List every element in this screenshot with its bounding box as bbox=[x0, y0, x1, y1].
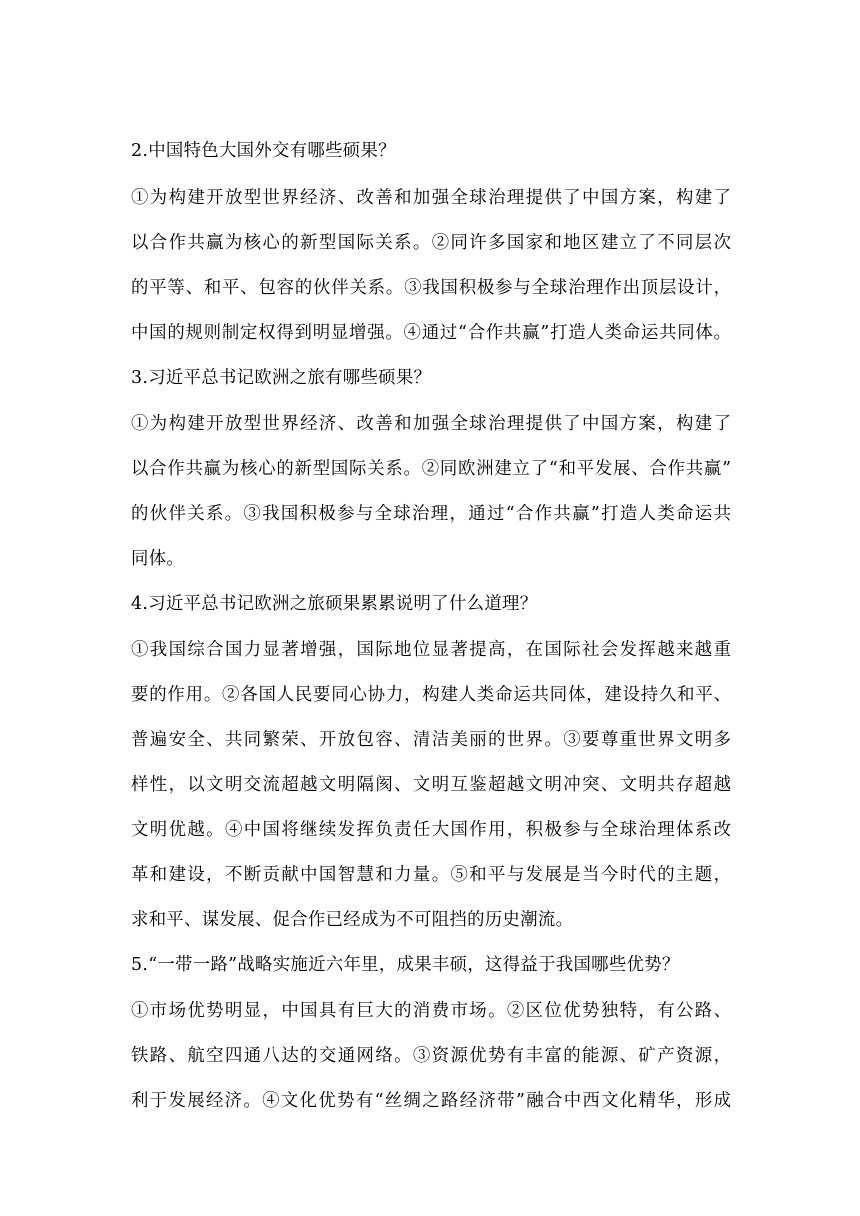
answer-3-line-1: ①为构建开放型世界经济、改善和加强全球治理提供了中国方案，构建了 bbox=[131, 414, 731, 434]
answer-2-line-4: 中国的规则制定权得到明显增强。④通过“合作共赢”打造人类命运共同体。 bbox=[131, 323, 731, 343]
answer-3-line-4: 同体。 bbox=[131, 549, 185, 569]
answer-4-line-7: 求和平、谋发展、促合作已经成为不可阻挡的历史潮流。 bbox=[131, 910, 574, 930]
answer-3-line-2: 以合作共赢为核心的新型国际关系。②同欧洲建立了“和平发展、合作共赢” bbox=[131, 459, 731, 479]
question-4-heading: 4.习近平总书记欧洲之旅硕果累累说明了什么道理？ bbox=[131, 594, 538, 614]
answer-4-line-2: 要的作用。②各国人民要同心协力，构建人类命运共同体，建设持久和平、 bbox=[131, 685, 731, 705]
answer-4-line-1: ①我国综合国力显著增强，国际地位显著提高，在国际社会发挥越来越重 bbox=[131, 640, 731, 660]
answer-5-line-2: 铁路、航空四通八达的交通网络。③资源优势有丰富的能源、矿产资源， bbox=[131, 1046, 731, 1066]
answer-4-line-3: 普遍安全、共同繁荣、开放包容、清洁美丽的世界。③要尊重世界文明多 bbox=[131, 730, 731, 750]
answer-4-line-5: 文明优越。④中国将继续发挥负责任大国作用，积极参与全球治理体系改 bbox=[131, 820, 731, 840]
answer-4-line-4: 样性，以文明交流超越文明隔阂、文明互鉴超越文明冲突、文明共存超越 bbox=[131, 775, 731, 795]
answer-2-line-3: 的平等、和平、包容的伙伴关系。③我国积极参与全球治理作出顶层设计， bbox=[131, 278, 731, 298]
question-5-heading: 5.“一带一路”战略实施近六年里，成果丰硕，这得益于我国哪些优势？ bbox=[131, 955, 680, 975]
answer-2-line-1: ①为构建开放型世界经济、改善和加强全球治理提供了中国方案，构建了 bbox=[131, 188, 731, 208]
question-2-heading: 2.中国特色大国外交有哪些硕果？ bbox=[131, 141, 396, 161]
answer-4-line-6: 革和建设，不断贡献中国智慧和力量。⑤和平与发展是当今时代的主题， bbox=[131, 865, 731, 885]
answer-5-line-1: ①市场优势明显，中国具有巨大的消费市场。②区位优势独特，有公路、 bbox=[131, 1001, 731, 1021]
answer-3-line-3: 的伙伴关系。③我国积极参与全球治理，通过“合作共赢”打造人类命运共 bbox=[131, 504, 731, 524]
answer-2-line-2: 以合作共赢为核心的新型国际关系。②同许多国家和地区建立了不同层次 bbox=[131, 233, 731, 253]
question-3-heading: 3.习近平总书记欧洲之旅有哪些硕果？ bbox=[131, 368, 432, 388]
answer-5-line-3: 利于发展经济。④文化优势有“丝绸之路经济带”融合中西文化精华，形成 bbox=[131, 1091, 731, 1111]
